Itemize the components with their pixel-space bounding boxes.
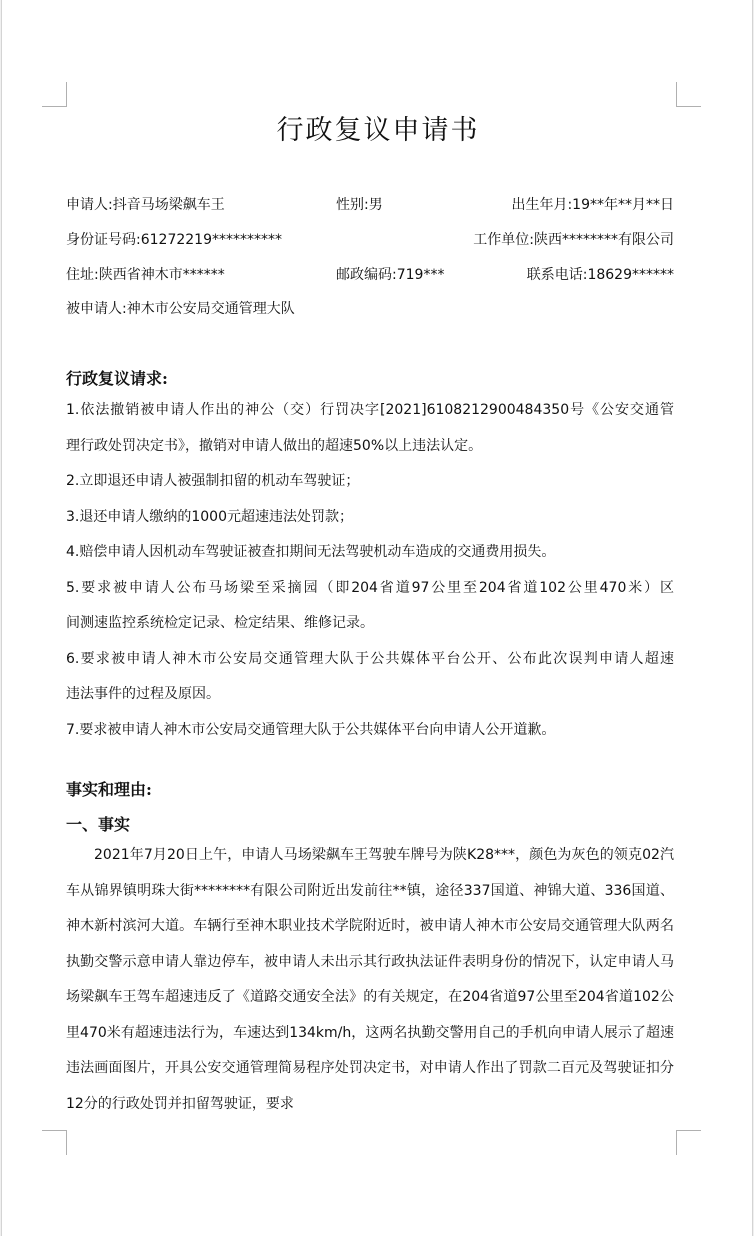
crop-mark-top-right <box>676 82 701 107</box>
document-page <box>1 0 753 1236</box>
request-5-line-2: 间测速监控系统检定记录、检定结果、维修记录。 <box>66 615 374 631</box>
applicant-name: 申请人:抖音马场梁飙车王 <box>66 197 225 213</box>
facts-subheading: 一、事实 <box>66 815 131 834</box>
applicant-row-2 <box>66 229 674 249</box>
request-5-line-1: 5.要求被申请人公布马场梁至采摘园（即204省道97公里至204省道102公里470米）区 <box>66 579 674 596</box>
requests-list <box>66 393 674 748</box>
request-3: 3.退还申请人缴纳的1000元超速违法处罚款； <box>66 508 353 525</box>
applicant-address: 住址:陕西省神木市****** <box>66 267 225 283</box>
request-6-line-1: 6.要求被申请人神木市公安局交通管理大队于公共媒体平台公开、公布此次误判申请人超速 <box>66 650 674 667</box>
applicant-gender: 性别:男 <box>336 197 383 213</box>
facts-paragraph: 2021年7月20日上午，申请人马场梁飙车王驾驶车牌号为陕K28***，颜色为灰色的领克02汽车从锦界镇明珠大街********有限公司附近出发前往**镇，途径337国道、神锦大道、336国道、神木新村滨河大道。车辆行至神木职业技术学院附近时，被申请人神木市公安局交通管理大队两名执勤交警示意申请人靠边停车，被申请人未出示其行政执法证件表明身份的情况下，认定申请人马场梁飙车王驾车超速违反了《道路交通安全法》的有关规定，在204省道97公里至204省道102公里470米有超速违法行为，车速达到134km/h，这两名执勤交警用自己的手机向申请人展示了超速违法画面图片，开具公安交通管理简易程序处罚决定书，对申请人作出了罚款二百元及驾驶证扣分12分的行政处罚并扣留驾驶证，要求 <box>66 847 674 1112</box>
crop-mark-bottom-left <box>42 1130 67 1155</box>
request-4: 4.赔偿申请人因机动车驾驶证被查扣期间无法驾驶机动车造成的交通费用损失。 <box>66 544 556 560</box>
facts-heading: 事实和理由: <box>66 780 152 799</box>
applicant-birth: 出生年月:19**年**月**日 <box>511 197 674 213</box>
request-6-line-2: 违法事件的过程及原因。 <box>66 686 220 702</box>
request-7: 7.要求被申请人神木市公安局交通管理大队于公共媒体平台向申请人公开道歉。 <box>66 721 556 738</box>
applicant-postal: 邮政编码:719*** <box>336 267 445 283</box>
applicant-work: 工作单位:陕西********有限公司 <box>473 232 674 248</box>
requests-heading: 行政复议请求: <box>66 369 168 388</box>
respondent: 被申请人:神木市公安局交通管理大队 <box>66 301 295 317</box>
applicant-phone: 联系电话:18629****** <box>526 267 674 283</box>
applicant-id: 身份证号码:61272219********** <box>66 232 282 248</box>
document-title: 行政复议申请书 <box>276 115 480 146</box>
crop-mark-top-left <box>42 82 67 107</box>
request-1-line-2: 理行政处罚决定书》，撤销对申请人做出的超速50%以上违法认定。 <box>66 437 483 454</box>
applicant-row-1 <box>66 194 674 214</box>
request-1-line-1: 1.依法撤销被申请人作出的神公（交）行罚决字[2021]6108212900484350号《公安交通管 <box>66 402 674 418</box>
facts-paragraph-block <box>66 838 674 1122</box>
applicant-row-3 <box>66 264 674 284</box>
crop-mark-bottom-right <box>676 1130 701 1155</box>
request-2: 2.立即退还申请人被强制扣留的机动车驾驶证； <box>66 473 360 489</box>
